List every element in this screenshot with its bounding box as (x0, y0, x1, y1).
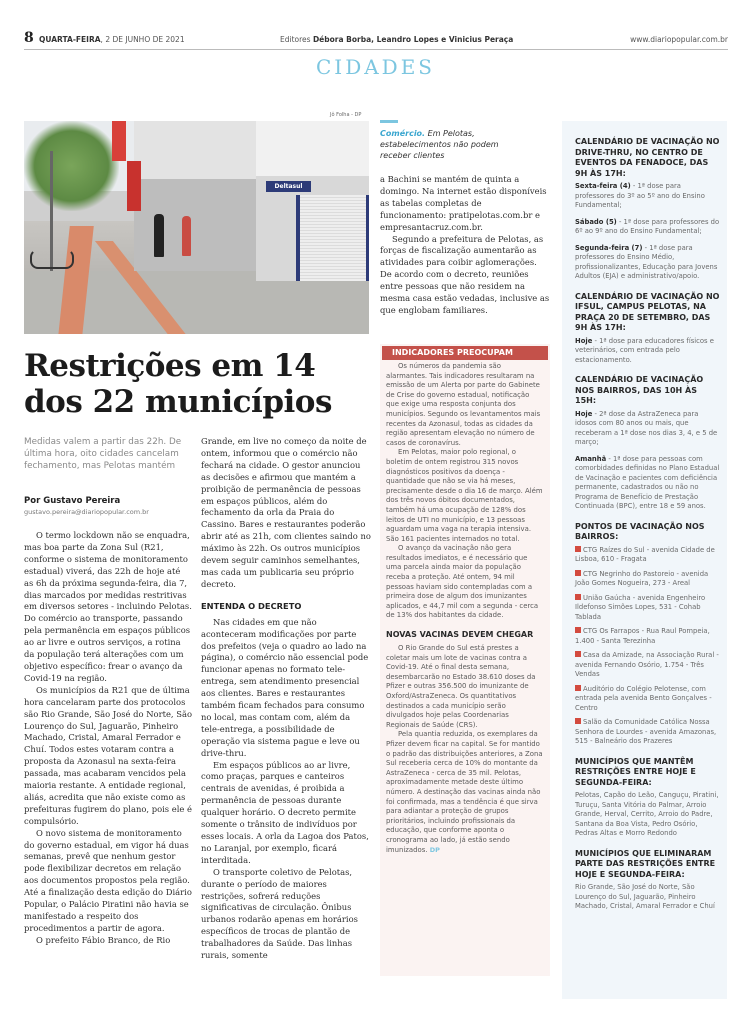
editors (280, 35, 513, 44)
point-text: CTG Raízes do Sul - avenida Cidade de Lisboa, 610 - Fragata (575, 545, 715, 563)
article-column-3 (380, 174, 550, 317)
headline: Restrições em 14 dos 22 municípios (24, 348, 332, 420)
paragraph: O Rio Grande do Sul está prestes a coletar mais um lote de vacinas contra a Covid-19. Até o final desta semana, desembarcarão no Estado 38.610 doses da Pfizer e outras 356.500 do imunizante de Oxford/AstraZeneca. Os quantitativos destinados a cada município serão divulgados hoje pelas Coordenarias Regionais de Saúde (CRS). (386, 644, 536, 729)
caption-accent-bar (380, 120, 398, 123)
section-heading: ENTENDA O DECRETO (201, 600, 302, 611)
vaccination-point (575, 570, 720, 589)
photo-pedestrian (182, 216, 191, 256)
photo-closed-shutter (296, 195, 369, 281)
page-header (24, 30, 728, 50)
point-text: Auditório do Colégio Pelotense, com entrada pela avenida Bento Gonçalves - Centro (575, 684, 712, 712)
vaccination-point (575, 546, 720, 565)
end-mark: DP (429, 845, 440, 854)
photo-pedestrian (154, 214, 164, 257)
schedule-text: - 1ª dose para pessoas com comorbidades definidas no Plano Estadual de Vacinação e pacientes com deficiência permanente, cadastrados ou não no Programa de Benefício de Prestação Continuada (BPC), entre 18 e 59 anos. (575, 454, 720, 510)
indicators-text (386, 362, 544, 855)
schedule-item (575, 455, 720, 512)
schedule-text: - 1ª dose para professores do Ensino Médio, profissionalizantes, Educação para Jovens Adultos (EJA) e administrativo/apoio. (575, 243, 718, 280)
schedule-block-ifsul (575, 292, 720, 366)
bullet-square-icon (575, 718, 581, 724)
photo-shop-sign: Deltasul (266, 181, 311, 192)
paragraph: O termo lockdown não se enquadra, mas boa parte da Zona Sul (R21, conforme o sistema de monitoramento estadual) viverá, das 22h de hoje até as 6h da próxima segunda-feira, dia 7, dias marcados por medidas restritivas em diversos setores - incluindo Pelotas. Do comércio ao transporte, passando pela permanência em espaços públicos ao ar livre e outros serviços, a rotina da população terá alterações com um objetivo específico: frear o avanço da Covid-19 na região. (24, 530, 192, 683)
article-column-2 (201, 436, 371, 962)
vaccination-points (575, 522, 720, 747)
photo-store-facade (256, 121, 369, 176)
bullet-square-icon (575, 570, 581, 576)
photo-red-sign (112, 121, 126, 161)
point-text: Casa da Amizade, na Associação Rural - avenida Fernando Osório, 1.754 - Três Vendas (575, 651, 719, 678)
block-heading: CALENDÁRIO DE VACINAÇÃO NOS BAIRROS, DAS 10H ÀS 15H: (575, 375, 704, 405)
bullet-square-icon (575, 594, 581, 600)
paragraph: O novo sistema de monitoramento do governo estadual, em vigor há duas semanas, prevê que nenhum gestor pode flexibilizar decretos em relação aos documentos propostos pela região. Até a finalização desta edição do Diário Popular, o Palácio Piratini não havia se manifestado a respeito dos procedimentos a partir de agora. (24, 827, 192, 933)
vaccination-sidebar-content (575, 137, 720, 922)
schedule-item (575, 244, 720, 282)
bullet-square-icon (575, 651, 581, 657)
point-text: União Gaúcha - avenida Engenheiro Ildefonso Simões Lopes, 531 - Cohab Tablada (575, 593, 706, 621)
caption-text: Em Pelotas, estabelecimentos não podem receber clientes (380, 129, 499, 160)
bullet-square-icon (575, 685, 581, 691)
schedule-item (575, 218, 720, 237)
schedule-block-drive-thru (575, 137, 720, 282)
paragraph: Segundo a prefeitura de Pelotas, as forças de fiscalização aumentarão as atividades para coibir aglomerações. De acordo com o decreto, reuniões entre pessoas que não residem na mesma casa estão vedadas, inclusive as que englobam familiares. (380, 233, 550, 315)
block-heading: CALENDÁRIO DE VACINAÇÃO NO DRIVE-THRU, NO CENTRO DE EVENTOS DA FENADOCE, DAS 9H ÀS 17H: (575, 137, 720, 178)
schedule-text: - 1ª dose para professores do 6º ao 9º ano do Ensino Fundamental; (575, 217, 720, 235)
author-email[interactable]: gustavo.pereira@diariopopular.com.br (24, 508, 149, 516)
edition-date (39, 35, 185, 44)
block-heading: MUNICÍPIOS QUE ELIMINARAM PARTE DAS RESTRIÇÕES ENTRE HOJE E SEGUNDA-FEIRA: (575, 848, 716, 879)
street-photo (24, 121, 369, 334)
schedule-day: Amanhã (575, 454, 607, 463)
paragraph: a Bachini se mantém de quinta a domingo. Na internet estão disponíveis as tabelas completas de funcionamento: pratipelotas.com.br e empresantacruz.com.br. (380, 174, 547, 232)
paragraph: O transporte coletivo de Pelotas, durante o período de maiores restrições, sofrerá reduções significativas de circulação. Ônibus urbanos rodarão apenas em horários específicos de trocas de plantão de trabalhadores da Saúde. Das linhas rurais, somente (201, 866, 358, 961)
site-url[interactable]: www.diariopopular.com.br (630, 35, 728, 44)
indicators-title: INDICADORES PREOCUPAM (382, 346, 548, 360)
date: , 2 DE JUNHO DE 2021 (100, 35, 185, 44)
paragraph: Em espaços públicos ao ar livre, como praças, parques e canteiros centrais de avenidas, é proibida a permanência de pessoas durante qualquer horário. O decreto permite somente o trânsito de indivíduos por esses locais. A orla da Lagoa dos Patos, no Laranjal, por exemplo, ficará interditada. (201, 759, 369, 865)
point-text: CTG Os Farrapos - Rua Raul Pompeia, 1.400 - Santa Terezinha (575, 627, 710, 645)
section-title: CIDADES (315, 55, 436, 79)
photo-credit: Jô Folha - DP (330, 112, 362, 118)
article-column-1 (24, 530, 192, 947)
vaccination-point (575, 594, 720, 623)
bullet-square-icon (575, 627, 581, 633)
schedule-text: - 2ª dose da AstraZeneca para idosos com 80 anos ou mais, que receberam a 1ª dose nos dias 3, 4, e 5 de março; (575, 409, 718, 446)
schedule-day: Hoje (575, 336, 593, 345)
bullet-square-icon (575, 546, 581, 552)
paragraph: Em Pelotas, maior polo regional, o boletim de ontem registrou 315 novos diagnósticos positivos da doença - quantidade que não se via há meses, precisamente desde o dia 16 de março. Além dos três novos óbitos documentados, também há uma ocupação de 128% dos leitos de UTI no município, e 13 pessoas aguardam uma vaga na terapia intensiva. São 161 pacientes internados no total. (386, 448, 543, 543)
schedule-item (575, 182, 720, 211)
weekday: QUARTA-FEIRA (39, 35, 101, 44)
paragraph: O avanço da vacinação não gera resultados imediatos, e é necessário que uma parcela ainda maior da população receba a proteção. Até ontem, 94 mil pessoas haviam sido contempladas com a primeira dose de algum dos imunizantes aplicados, e 44,7 mil com a segunda - cerca de 13% dos habitantes da cidade. (386, 544, 539, 620)
schedule-day: Sábado (5) (575, 217, 617, 226)
page-number: 8 (24, 30, 34, 46)
photo-caption (380, 128, 530, 161)
vaccination-point (575, 651, 720, 680)
municipality-list: Rio Grande, São José do Norte, São Lourenço do Sul, Jaguarão, Pinheiro Machado, Cristal, Amaral Ferrador e Chuí (575, 883, 715, 910)
paragraph: Os municípios da R21 que de última hora cancelaram parte dos protocolos são Rio Grande, São José do Norte, São Lourenço do Sul, Jaguarão, Pinheiro Machado, Cristal, Amaral Ferrador e Chuí. Todos estes votaram contra a proposta da Azonasul na sexta-feira passada, mas acabaram vencidos pela maioria restante. A entidade regional, aliás, acredita que não existe como as prefeituras fugirem do plano, pois ele é compulsório. (24, 684, 193, 826)
caption-lead: Comércio. (380, 129, 426, 138)
indicators-subheading: NOVAS VACINAS DEVEM CHEGAR (386, 630, 534, 640)
editors-label: Editores (280, 35, 313, 44)
photo-bicycle (30, 249, 74, 269)
point-text: CTG Negrinho do Pastoreio - avenida João Gomes Nogueira, 273 - Areal (575, 569, 709, 587)
block-heading: MUNICÍPIOS QUE MANTÊM RESTRIÇÕES ENTRE HOJE E SEGUNDA-FEIRA: (575, 756, 696, 787)
paragraph: O prefeito Fábio Branco, de Rio (36, 934, 171, 945)
paragraph: Grande, em live no começo da noite de ontem, informou que o comércio não fechará na cidade. O gestor anunciou as decisões e afirmou que mantém a proibição de permanência de pessoas em espaços públicos, além do fechamento da orla da Praia do Cassino. Bares e restaurantes poderão abrir até as 21h, com clientes saindo no máximo às 22h. Os outros municípios devem seguir caminhos semelhantes, mas cada um publicaria seu próprio decreto. (201, 436, 371, 589)
paragraph: Nas cidades em que não aconteceram modificações por parte dos prefeitos (veja o quadro ao lado na página), o comércio não essencial pode funcionar apenas no formato tele-entrega, sem atendimento presencial aos clientes. Bares e restaurantes também ficam fechados para consumo no local, mas contam com, além da tele-entrega, a possibilidade de operação via sistema pague e leve ou drive-thru. (201, 616, 369, 758)
byline: Por Gustavo Pereira (24, 496, 121, 506)
point-text: Salão da Comunidade Católica Nossa Senhora de Lourdes - avenida Amazonas, 515 - Balneário dos Prazeres (575, 718, 717, 745)
schedule-day: Sexta-feira (4) (575, 182, 631, 190)
schedule-item (575, 410, 720, 448)
subheadline: Medidas valem a partir das 22h. De última hora, oito cidades cancelam fechamento, mas Pelotas mantém (24, 437, 182, 471)
schedule-text: - 1ª dose para educadores físicos e veterinários, com entrada pelo estacionamento. (575, 336, 714, 364)
block-heading: CALENDÁRIO DE VACINAÇÃO NO IFSUL, CAMPUS PELOTAS, NA PRAÇA 20 DE SETEMBRO, DAS 9H ÀS 17H: (575, 291, 720, 332)
paragraph-text: Pela quantia reduzida, os exemplares da Pfizer devem ficar na capital. Se for mantido o padrão das distribuições anteriores, a Zona Sul receberia cerca de 10% do montante da AstraZeneca - cerca de 35 mil. Pelotas, aproximadamente metade deste último número. A destinação das vacinas ainda não foi confirmada, mas a tendência é que sirva para adiantar a proteção de grupos prioritários, incluindo profissionais da educação, que conforme aponta o cronograma ao lado, já estão sendo imunizados. (386, 730, 543, 854)
photo-tree (24, 121, 119, 211)
block-heading: PONTOS DE VACINAÇÃO NOS BAIRROS: (575, 521, 705, 541)
vaccination-point (575, 685, 720, 714)
municipality-list: Pelotas, Capão do Leão, Canguçu, Piratini, Turuçu, Santa Vitória do Palmar, Arroio Grande, Herval, Cerrito, Arroio do Padre, Santana da Boa Vista, Pedro Osório, Pedras Altas e Morro Redondo (575, 791, 719, 837)
vaccination-point (575, 718, 720, 747)
schedule-day: Hoje (575, 409, 593, 418)
photo-building-top (134, 121, 264, 179)
municipalities-keeping (575, 757, 720, 839)
schedule-item (575, 337, 720, 366)
municipalities-removed (575, 849, 720, 912)
photo-red-sign (127, 161, 141, 211)
schedule-day: Segunda-feira (7) (575, 243, 643, 252)
schedule-text: - 1ª dose para professores do 3º ao 5º ano do Ensino Fundamental; (575, 182, 705, 209)
vaccination-point (575, 627, 720, 646)
paragraph (386, 730, 544, 855)
schedule-block-bairros (575, 375, 720, 512)
paragraph: Os números da pandemia são alarmantes. Tais indicadores resultaram na emissão de um Alerta por parte do Gabinete de Crise do governo estadual, notificação que exige uma resposta conjunta dos municípios. Segundo os levantamentos mais recentes da Azonasul, todas as cidades da região apresentam elevação no número de casos de coronavírus. (386, 362, 541, 447)
editors-names: Débora Borba, Leandro Lopes e Vinicius Peraça (312, 35, 514, 44)
